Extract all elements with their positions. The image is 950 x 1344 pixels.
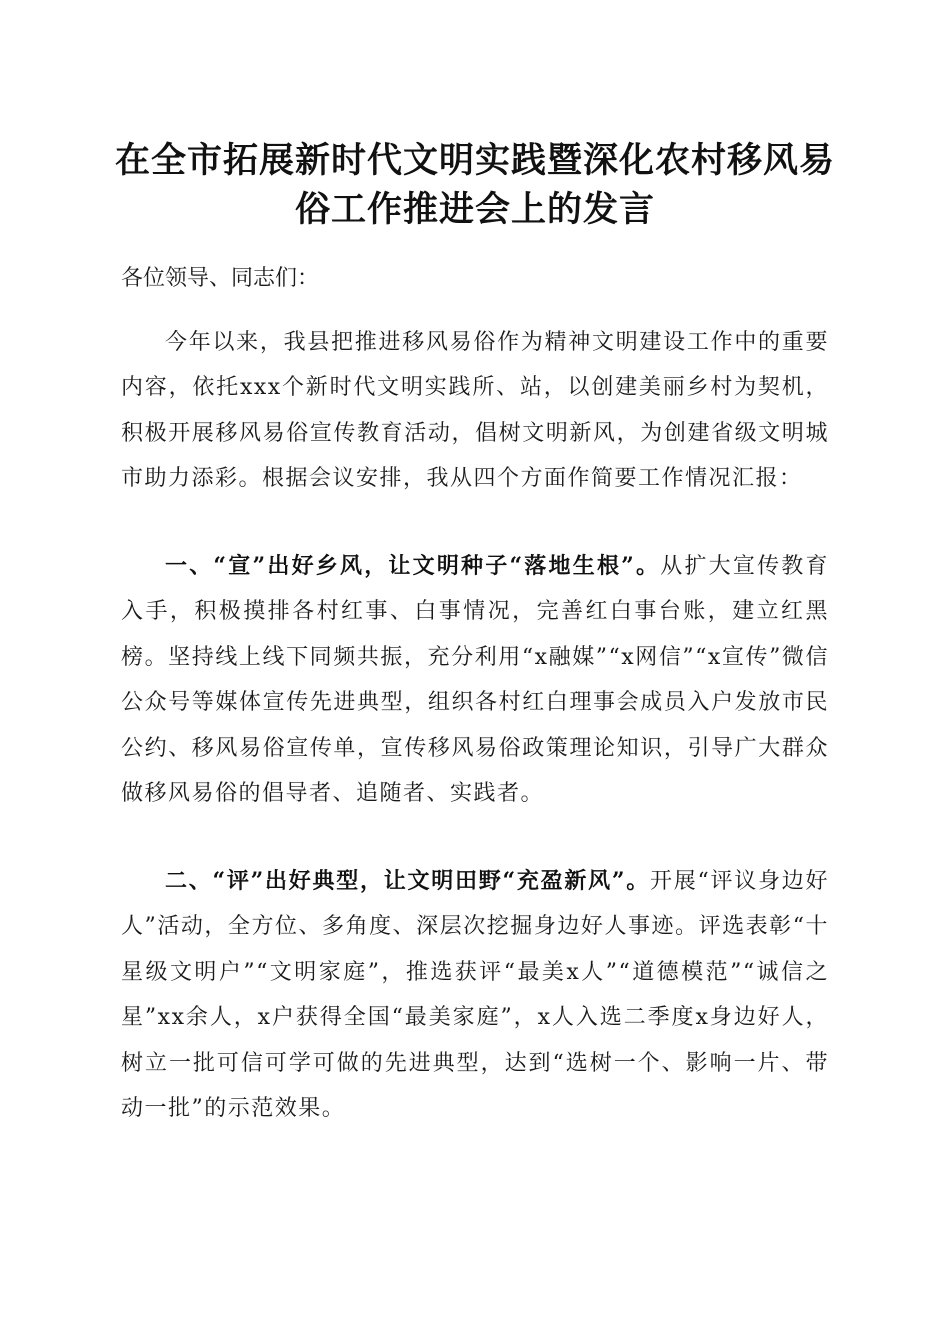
section-paragraph-2 <box>121 859 829 1131</box>
section-text-1: 从扩大宣传教育入手，积极摸排各村红事、白事情况，完善红白事台账，建立红黑榜。坚持线上线下同频共振，充分利用“x融媒”“x网信”“x宣传”微信公众号等媒体宣传先进典型，组织各村红白理事会成员入户发放市民公约、移风易俗宣传单，宣传移风易俗政策理论知识，引导广大群众做移风易俗的倡导者、追随者、实践者。 <box>121 554 829 807</box>
section-paragraph-1 <box>121 544 829 816</box>
section-text-2: 开展“评议身边好人”活动，全方位、多角度、深层次挖掘身边好人事迹。评选表彰“十星级文明户”“文明家庭”，推选获评“最美x人”“道德模范”“诚信之星”xx余人，x户获得全国“最美家庭”，x人入选二季度x身边好人，树立一批可信可学可做的先进典型，达到“选树一个、影响一片、带动一批”的示范效果。 <box>121 869 829 1122</box>
section-heading-1: 一、“宣”出好乡风，让文明种子“落地生根”。 <box>165 553 661 579</box>
intro-paragraph: 今年以来，我县把推进移风易俗作为精神文明建设工作中的重要内容，依托xxx个新时代文明实践所、站，以创建美丽乡村为契机，积极开展移风易俗宣传教育活动，倡树文明新风，为创建省级文明城市助力添彩。根据会议安排，我从四个方面作简要工作情况汇报： <box>121 330 829 492</box>
salutation: 各位领导、同志们： <box>121 266 320 291</box>
section-heading-2: 二、“评”出好典型，让文明田野“充盈新风”。 <box>165 868 651 894</box>
document-title: 在全市拓展新时代文明实践暨深化农村移风易俗工作推进会上的发言 <box>114 140 835 230</box>
